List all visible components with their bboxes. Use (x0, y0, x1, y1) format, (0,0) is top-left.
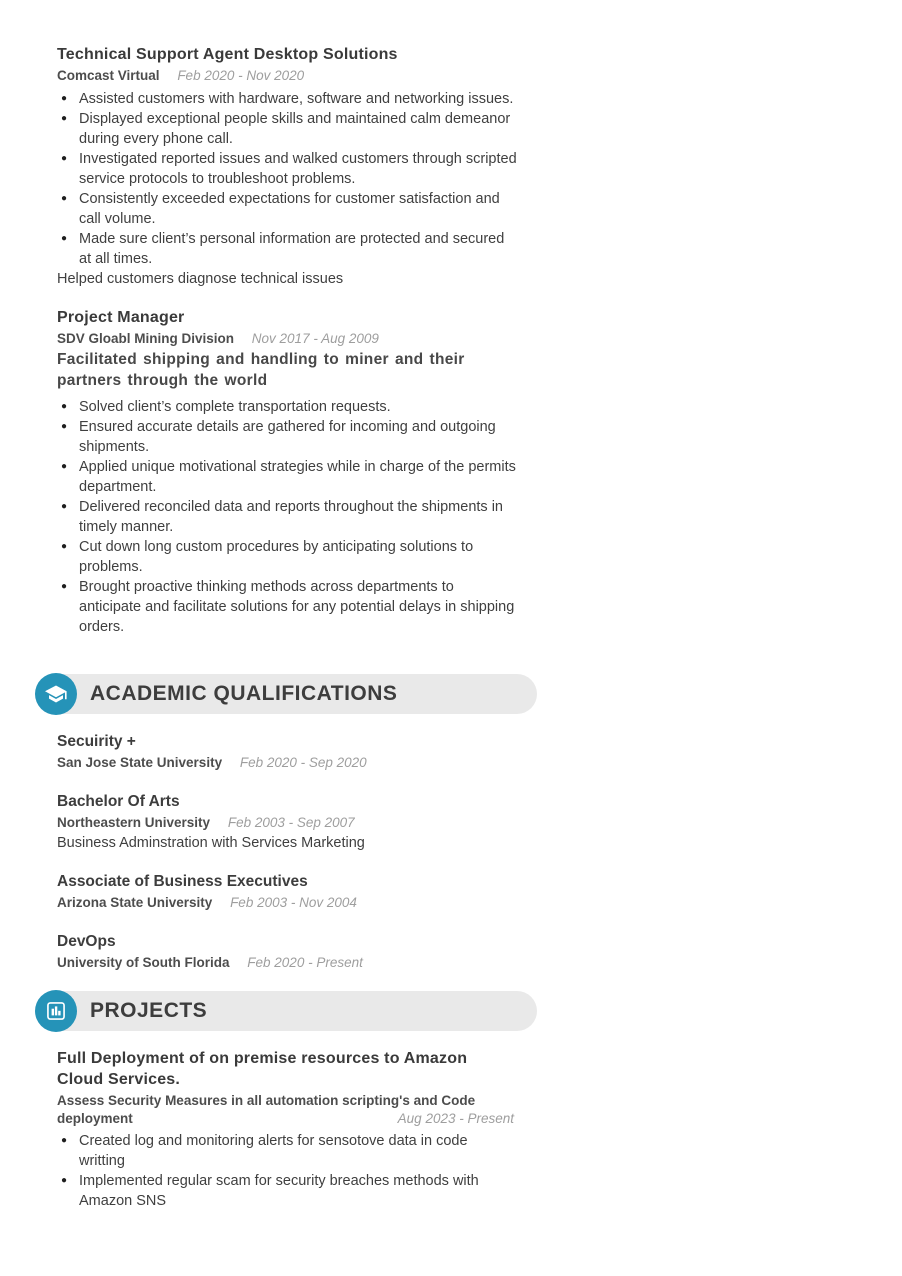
degree-title: Secuirity + (57, 733, 136, 750)
education-entry (57, 871, 517, 913)
bullet-item: ● Made sure client’s personal information are protected and secured at all times. (57, 229, 517, 269)
project-bullet-list (57, 1131, 517, 1211)
bullet-item: ● Applied unique motivational strategies while in charge of the permits department. (57, 457, 517, 497)
job-subheadline: Facilitated shipping and handling to miner and their partners through the world (57, 351, 465, 389)
section-icon-circle (35, 990, 77, 1032)
school-name: San Jose State University (57, 755, 223, 770)
section-title: ACADEMIC QUALIFICATIONS (90, 682, 398, 705)
project-entry (57, 1048, 517, 1211)
section-header-academic-qualifications (35, 673, 537, 715)
job-meta (57, 65, 517, 86)
company-name: SDV Gloabl Mining Division (57, 331, 235, 346)
job-title: Project Manager (57, 309, 185, 326)
education-meta (57, 752, 517, 773)
section-title: PROJECTS (90, 999, 208, 1022)
education-description: Business Adminstration with Services Marketing (57, 835, 365, 851)
job-bullet-list (57, 397, 517, 637)
experience-entry (57, 307, 517, 637)
school-name: Arizona State University (57, 895, 213, 910)
bullet-item: ● Investigated reported issues and walked customers through scripted service protocols to troubleshoot problems. (57, 149, 517, 189)
date-range: Feb 2020 - Sep 2020 (239, 755, 367, 770)
content-column (57, 44, 517, 1211)
job-note: Helped customers diagnose technical issues (57, 271, 344, 287)
bullet-item: ● Brought proactive thinking methods across departments to anticipate and facilitate solutions for any potential delays in shipping orders. (57, 577, 517, 637)
date-range: Feb 2020 - Present (247, 955, 363, 970)
education-meta (57, 812, 517, 833)
bullet-item: ● Implemented regular scam for security breaches methods with Amazon SNS (57, 1171, 517, 1211)
school-name: Northeastern University (57, 815, 211, 830)
bullet-item: ● Assisted customers with hardware, software and networking issues. (57, 89, 517, 109)
bullet-item: ● Delivered reconciled data and reports throughout the shipments in timely manner. (57, 497, 517, 537)
bullet-item: ● Created log and monitoring alerts for sensotove data in code writting (57, 1131, 517, 1171)
project-subtitle: Assess Security Measures in all automation scripting's and Code deployment (57, 1093, 476, 1126)
company-name: Comcast Virtual (57, 68, 160, 83)
project-subtitle-row (57, 1092, 517, 1128)
section-header-projects (35, 990, 537, 1032)
experience-entry (57, 44, 517, 289)
education-meta (57, 892, 517, 913)
bullet-item: ● Cut down long custom procedures by anticipating solutions to problems. (57, 537, 517, 577)
bar-chart-icon (45, 1000, 67, 1022)
bullet-item: ● Ensured accurate details are gathered for incoming and outgoing shipments. (57, 417, 517, 457)
job-title: Technical Support Agent Desktop Solutions (57, 46, 398, 63)
section-icon-circle (35, 673, 77, 715)
bullet-item: ● Consistently exceeded expectations for customer satisfaction and call volume. (57, 189, 517, 229)
bullet-item: ● Solved client’s complete transportation requests. (57, 397, 517, 417)
degree-title: Associate of Business Executives (57, 873, 308, 890)
education-entry (57, 931, 517, 973)
date-range: Nov 2017 - Aug 2009 (251, 331, 379, 346)
degree-title: Bachelor Of Arts (57, 793, 180, 810)
date-range: Feb 2020 - Nov 2020 (177, 68, 305, 83)
project-title: Full Deployment of on premise resources to Amazon Cloud Services. (57, 1050, 468, 1088)
education-entry (57, 731, 517, 773)
graduation-cap-icon (44, 682, 68, 706)
date-range: Feb 2003 - Sep 2007 (227, 815, 355, 830)
date-range: Feb 2003 - Nov 2004 (230, 895, 357, 910)
job-meta (57, 328, 517, 349)
job-bullet-list (57, 89, 517, 269)
degree-title: DevOps (57, 933, 116, 950)
education-meta (57, 952, 517, 973)
date-range: Aug 2023 - Present (397, 1111, 514, 1126)
school-name: University of South Florida (57, 955, 230, 970)
bullet-item: ● Displayed exceptional people skills and maintained calm demeanor during every phone call. (57, 109, 517, 149)
education-entry (57, 791, 517, 853)
